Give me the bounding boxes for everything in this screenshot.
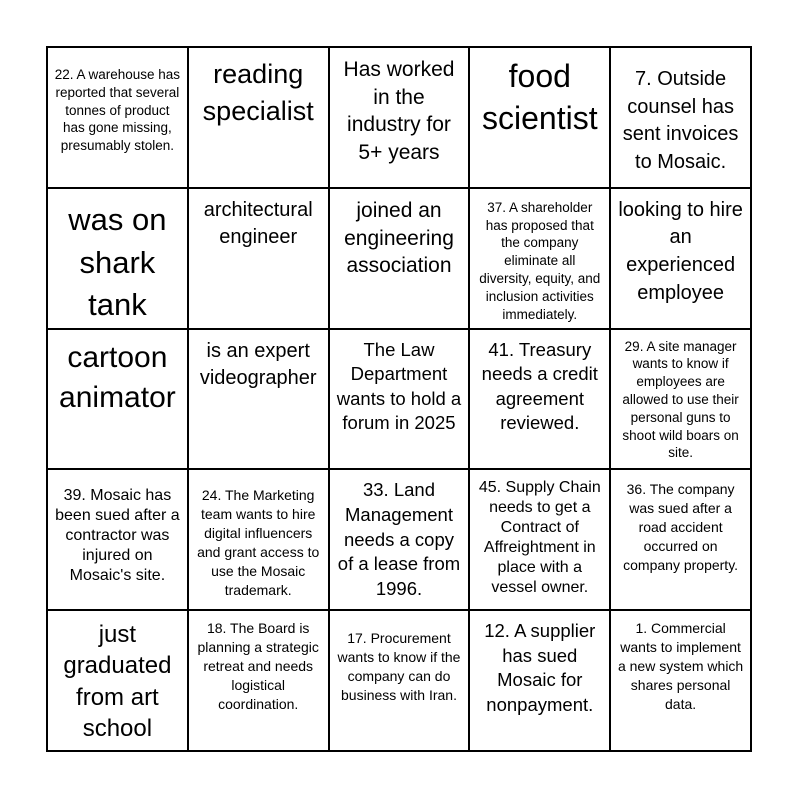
cell-text: was on shark tank: [68, 201, 167, 323]
cell-text: 37. A shareholder has proposed that the company eliminate all diversity, equity, and inclusion activities immediately.: [479, 199, 601, 322]
cell-text: 33. Land Management needs a copy of a lease from 1996.: [337, 479, 461, 599]
cell-text: The Law Department wants to hold a forum in 2025: [336, 338, 462, 434]
bingo-cell[interactable]: [469, 610, 610, 751]
cell-text: 22. A warehouse has reported that several tonnes of product has gone missing, presumably stolen.: [54, 67, 181, 154]
bingo-cell[interactable]: [469, 469, 610, 610]
bingo-cell[interactable]: [47, 610, 188, 751]
cell-text: 36. The company was sued after a road accident occurred on company property.: [623, 481, 739, 573]
bingo-cell[interactable]: [469, 47, 610, 188]
bingo-cell[interactable]: [47, 329, 188, 470]
bingo-cell[interactable]: [610, 469, 751, 610]
cell-text: looking to hire an experienced employee: [618, 198, 743, 304]
bingo-cell[interactable]: [47, 469, 188, 610]
bingo-cell[interactable]: [188, 329, 329, 470]
bingo-cell[interactable]: [610, 329, 751, 470]
cell-text: 18. The Board is planning a strategic retreat and needs logistical coordination.: [197, 620, 319, 712]
bingo-cell[interactable]: [469, 329, 610, 470]
cell-text: 1. Commercial wants to implement a new system which shares personal data.: [617, 620, 744, 712]
bingo-cell[interactable]: [47, 188, 188, 329]
bingo-cell[interactable]: [610, 610, 751, 751]
bingo-cell[interactable]: [329, 469, 470, 610]
cell-text: just graduated from art school: [63, 621, 172, 742]
cell-text: 45. Supply Chain needs to get a Contract of Affreightment in place with a vessel owner.: [478, 479, 601, 597]
bingo-cell[interactable]: [47, 47, 188, 188]
cell-text: joined an engineering association: [344, 198, 454, 278]
bingo-card: [46, 46, 752, 752]
bingo-cell[interactable]: [329, 188, 470, 329]
bingo-cell[interactable]: [188, 610, 329, 751]
bingo-cell[interactable]: [188, 188, 329, 329]
cell-text: cartoon animator: [59, 340, 176, 415]
bingo-cell[interactable]: [610, 188, 751, 329]
cell-text: is an expert videographer: [199, 339, 317, 390]
bingo-cell[interactable]: [610, 47, 751, 188]
cell-text: 29. A site manager wants to know if employees are allowed to use their personal guns to shoot wild boars on site.: [622, 338, 739, 461]
bingo-cell[interactable]: [188, 469, 329, 610]
bingo-cell[interactable]: [329, 329, 470, 470]
cell-text: 41. Treasury needs a credit agreement reviewed.: [481, 338, 598, 434]
cell-text: architectural engineer: [203, 198, 313, 249]
bingo-cell[interactable]: [469, 188, 610, 329]
cell-text: 17. Procurement wants to know if the company can do business with Iran.: [337, 630, 461, 703]
cell-text: 24. The Marketing team wants to hire digital influencers and grant access to use the Mosaic trademark.: [197, 487, 320, 598]
bingo-cell[interactable]: [329, 47, 470, 188]
bingo-cell[interactable]: [188, 47, 329, 188]
cell-text: 7. Outside counsel has sent invoices to Mosaic.: [622, 68, 739, 173]
cell-text: food scientist: [481, 58, 598, 136]
cell-text: 39. Mosaic has been sued after a contractor was injured on Mosaic's site.: [55, 487, 180, 585]
cell-text: 12. A supplier has sued Mosaic for nonpayment.: [484, 620, 596, 715]
cell-text: reading specialist: [202, 59, 314, 126]
cell-text: Has worked in the industry for 5+ years: [343, 58, 455, 165]
bingo-cell[interactable]: [329, 610, 470, 751]
